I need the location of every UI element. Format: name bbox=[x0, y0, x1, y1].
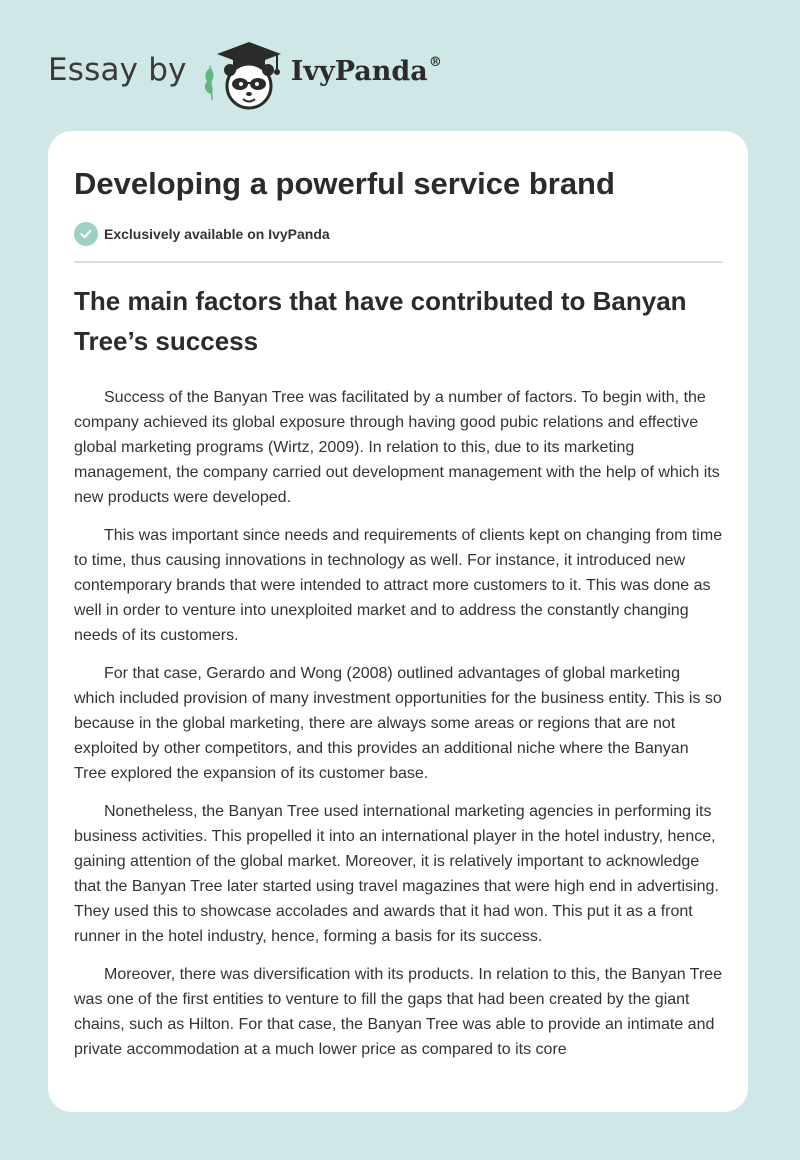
paragraph: Moreover, there was diversification with its products. In relation to this, the Banyan Tree was one of the first entities to venture to fill the gaps that had been created by the giant chains, such as Hilton. For that case, the Banyan Tree was able to provide an intimate and private accommodation at a much lower price as compared to its core bbox=[74, 966, 723, 1058]
paragraph: For that case, Gerardo and Wong (2008) outlined advantages of global marketing which included provision of many investment opportunities for the business entity. This is so because in the global marketing, there are always some areas or regions that are not exploited by other competitors, and this provides an additional niche where the Banyan Tree explored the expansion of its customer base. bbox=[74, 665, 722, 782]
page-title: Developing a powerful service brand bbox=[74, 166, 615, 201]
paragraph: Success of the Banyan Tree was facilitated by a number of factors. To begin with, the company achieved its global exposure through having good pubic relations and effective global marketing programs (Wirtz, 2009). In relation to this, due to its marketing management, the company carried out development management with the help of which its new products were developed. bbox=[74, 389, 720, 506]
check-circle-icon bbox=[74, 222, 98, 246]
article-body bbox=[74, 385, 724, 1075]
paragraph: Nonetheless, the Banyan Tree used international marketing agencies in performing its business activities. This propelled it into an international player in the hotel industry, hence, gaining attention of the global market. Moreover, it is relatively important to acknowledge that the Banyan Tree later started using travel magazines that were high end in advertising. They used this to showcase accolades and awards that it had won. This put it as a front runner in the hotel industry, hence, forming a basis for its success. bbox=[74, 803, 719, 945]
essay-by-label: Essay by bbox=[48, 52, 187, 88]
essay-card bbox=[48, 131, 748, 1112]
brand-name: IvyPanda bbox=[290, 55, 428, 87]
exclusive-label: Exclusively available on IvyPanda bbox=[104, 226, 330, 242]
panda-graduate-icon[interactable] bbox=[199, 30, 289, 110]
site-header bbox=[48, 30, 508, 110]
registered-mark: ® bbox=[428, 54, 442, 70]
paragraph: This was important since needs and requirements of clients kept on changing from time to time, thus causing innovations in technology as well. For instance, it introduced new contemporary brands that were intended to attract more customers to it. This was done as well in order to venture into unexploited market and to address the constantly changing needs of its customers. bbox=[74, 527, 723, 644]
exclusive-badge bbox=[74, 222, 330, 246]
section-title: The main factors that have contributed to Banyan Tree’s success bbox=[74, 286, 687, 356]
brand-logo-text[interactable] bbox=[291, 56, 442, 87]
divider bbox=[74, 261, 723, 263]
